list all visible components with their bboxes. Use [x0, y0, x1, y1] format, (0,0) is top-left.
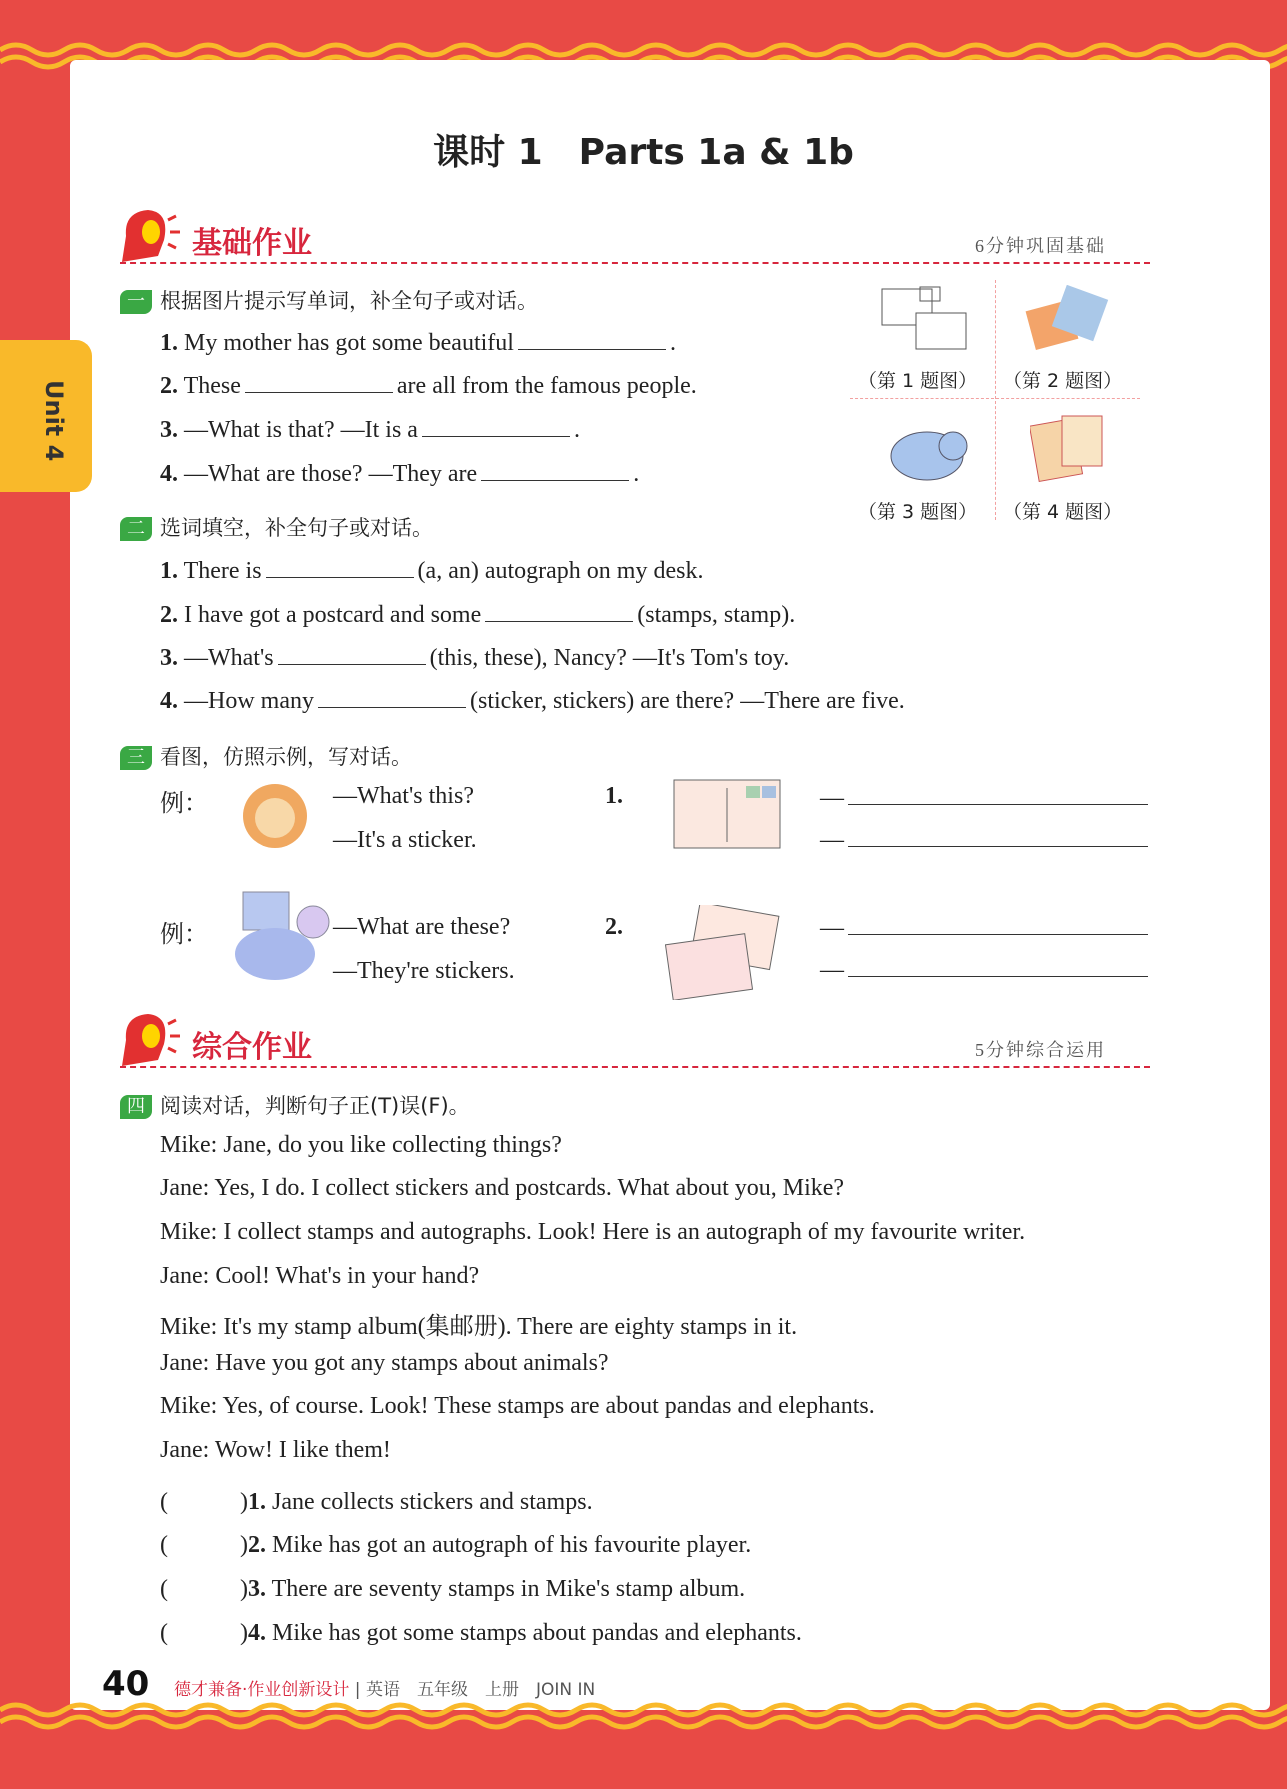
example-line: —What are these?	[333, 914, 511, 940]
section-divider	[120, 1066, 1150, 1068]
tf-answer-box[interactable]: ( )	[160, 1620, 248, 1646]
section-subtitle-comprehensive: 5分钟综合运用	[975, 1040, 1106, 1060]
dialogue-line: Jane: Cool! What's in your hand?	[160, 1263, 480, 1289]
q1-item: 2. These are all from the famous people.	[160, 373, 697, 399]
example-label: 例：	[160, 789, 208, 817]
q2-heading	[120, 512, 433, 542]
q2-badge: 二	[120, 517, 152, 541]
picture-caption: （第 2 题图）	[1003, 370, 1123, 392]
answer-line[interactable]: —	[820, 957, 1148, 984]
section-title-basic: 基础作业	[192, 226, 312, 261]
q1-heading-text: 根据图片提示写单词，补全句子或对话。	[160, 289, 538, 313]
answer-blank[interactable]	[518, 328, 666, 350]
q1-item: 4. —What are those? —They are .	[160, 461, 640, 487]
answer-blank[interactable]	[318, 686, 466, 708]
q3-badge: 三	[120, 746, 152, 770]
footer-series: 德才兼备·作业创新设计	[174, 1680, 350, 1700]
dialogue-line: Jane: Have you got any stamps about animals?	[160, 1350, 609, 1376]
footer-info: 德才兼备·作业创新设计 | 英语 五年级 上册 JOIN IN	[174, 1680, 596, 1700]
dialogue-line: Jane: Yes, I do. I collect stickers and postcards. What about you, Mike?	[160, 1175, 845, 1201]
bell-icon	[118, 1010, 182, 1068]
q3-item-number: 1.	[605, 783, 623, 809]
answer-blank[interactable]	[266, 556, 414, 578]
q2-item: 3. —What's (this, these), Nancy? —It's Tom's toy.	[160, 645, 790, 671]
answer-line[interactable]: —	[820, 827, 1148, 854]
lion-sticker-image	[230, 778, 330, 858]
tf-statement: ( )1. Jane collects stickers and stamps.	[160, 1489, 593, 1515]
postcards-image	[880, 285, 970, 355]
dialogue-line: Mike: I collect stamps and autographs. Look! Here is an autograph of my favourite writer.	[160, 1219, 1026, 1245]
q1-item: 1. My mother has got some beautiful .	[160, 330, 676, 356]
q2-item: 1. There is (a, an) autograph on my desk.	[160, 558, 704, 584]
q4-badge: 四	[120, 1095, 152, 1119]
dialogue-line: Jane: Wow! I like them!	[160, 1437, 391, 1463]
tf-statement: ( )4. Mike has got some stamps about pandas and elephants.	[160, 1620, 802, 1646]
q2-item: 4. —How many (sticker, stickers) are there? —There are five.	[160, 688, 905, 714]
q3-item-number: 2.	[605, 914, 623, 940]
unit-tab-label: Unit 4	[40, 380, 68, 462]
tf-answer-box[interactable]: ( )	[160, 1576, 248, 1602]
page-title: 课时 1 Parts 1a & 1b	[433, 132, 854, 173]
q3-heading	[120, 741, 412, 771]
footer-book: 英语 五年级 上册 JOIN IN	[365, 1680, 596, 1700]
q4-heading	[120, 1090, 470, 1120]
example-line: —What's this?	[333, 783, 474, 809]
q3-heading-text: 看图，仿照示例，写对话。	[160, 745, 412, 769]
tf-answer-box[interactable]: ( )	[160, 1532, 248, 1558]
answer-blank[interactable]	[278, 643, 426, 665]
answer-blank[interactable]	[422, 415, 570, 437]
answer-blank[interactable]	[485, 600, 633, 622]
dialogue-line: Mike: It's my stamp album(集邮册). There are eighty stamps in it.	[160, 1314, 798, 1340]
section-divider	[120, 262, 1150, 264]
picture-caption: （第 3 题图）	[858, 501, 978, 523]
tf-answer-box[interactable]: ( )	[160, 1489, 248, 1515]
page-number: 40	[102, 1664, 150, 1704]
answer-line[interactable]: —	[820, 915, 1148, 942]
dialogue-line: Mike: Jane, do you like collecting things?	[160, 1132, 562, 1158]
postcards-image	[665, 905, 780, 1000]
answer-blank[interactable]	[481, 459, 629, 481]
answer-line[interactable]: —	[820, 785, 1148, 812]
example-line: —It's a sticker.	[333, 827, 477, 853]
picture-caption: （第 1 题图）	[858, 370, 978, 392]
q2-item: 2. I have got a postcard and some (stamps, stamp).	[160, 602, 796, 628]
q2-heading-text: 选词填空，补全句子或对话。	[160, 516, 433, 540]
picture-grid-divider	[995, 280, 996, 520]
section-title-comprehensive: 综合作业	[192, 1030, 312, 1065]
elephant-sticker-image	[875, 418, 980, 488]
q1-item: 3. —What is that? —It is a .	[160, 417, 580, 443]
tf-statement: ( )2. Mike has got an autograph of his favourite player.	[160, 1532, 752, 1558]
example-label: 例：	[160, 920, 208, 948]
dialogue-line: Mike: Yes, of course. Look! These stamps are about pandas and elephants.	[160, 1393, 875, 1419]
q4-heading-text: 阅读对话，判断句子正(T)误(F)。	[160, 1094, 470, 1118]
stickers-image	[225, 888, 335, 988]
bottom-wave-border	[0, 1700, 1287, 1740]
tf-statement: ( )3. There are seventy stamps in Mike's stamp album.	[160, 1576, 746, 1602]
picture-caption: （第 4 题图）	[1003, 501, 1123, 523]
postcard-image	[672, 778, 784, 852]
autographs-image	[1020, 285, 1110, 357]
q1-badge: 一	[120, 290, 152, 314]
q1-heading	[120, 285, 538, 315]
answer-blank[interactable]	[245, 371, 393, 393]
example-line: —They're stickers.	[333, 958, 515, 984]
section-subtitle-basic: 6分钟巩固基础	[975, 236, 1106, 256]
stamps-image	[1030, 412, 1110, 484]
bell-icon	[118, 206, 182, 264]
unit-tab	[0, 340, 92, 492]
